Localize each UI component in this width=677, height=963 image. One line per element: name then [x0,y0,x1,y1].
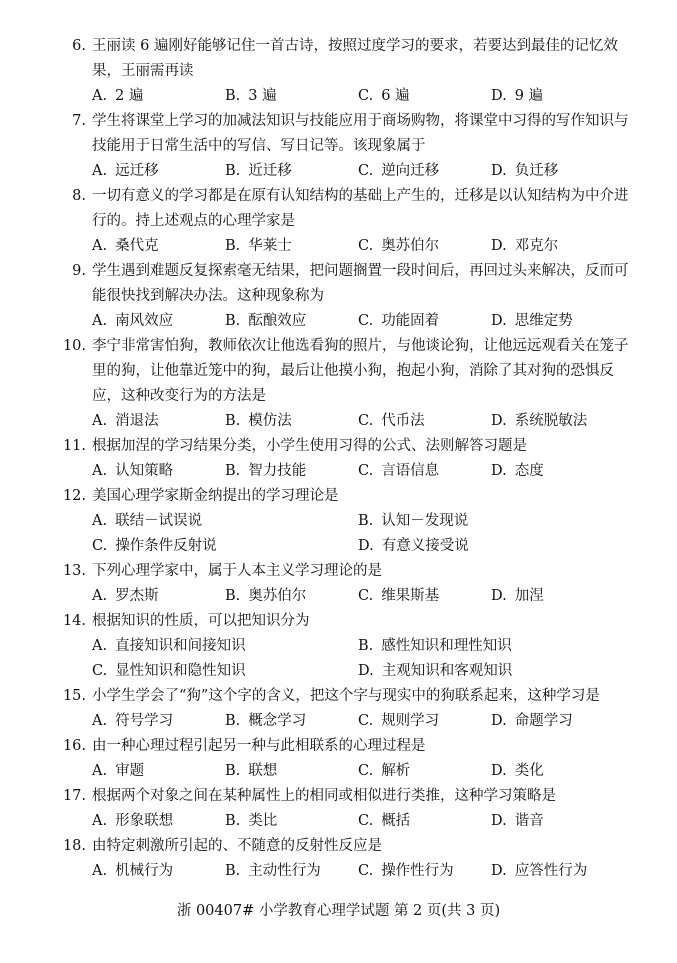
option-text: 9 遍 [514,88,544,104]
option-text: 审题 [115,763,145,779]
answer-option [358,309,491,334]
question-stem [60,559,630,584]
option-text: 感性知识和理性知识 [381,638,512,654]
question-number: 15. [62,688,86,704]
question-stem [60,609,630,634]
answer-option [92,534,358,559]
option-list [60,634,630,684]
option-text: 酝酿效应 [248,313,307,329]
option-list [60,309,630,334]
answer-option [92,309,225,334]
question-number: 9. [72,263,86,279]
answer-option [358,159,491,184]
option-text: 消退法 [115,413,159,429]
answer-option [225,709,358,734]
option-list [60,159,630,184]
question-number: 13. [62,563,86,579]
answer-option [92,409,225,434]
answer-option [92,809,225,834]
option-text: 奥苏伯尔 [381,238,440,254]
question-item [60,609,630,684]
option-text: 罗杰斯 [115,588,159,604]
question-text: 根据加涅的学习结果分类，小学生使用习得的公式、法则解答习题是 [92,438,527,454]
question-item [60,34,630,109]
option-text: 近迁移 [248,163,292,179]
option-letter: B. [225,413,241,429]
answer-option [358,534,624,559]
option-letter: B. [358,513,374,529]
question-stem [60,834,630,859]
option-list [60,459,630,484]
answer-option [225,409,358,434]
option-letter: D. [358,663,374,679]
option-letter: C. [358,463,374,479]
option-text: 规则学习 [381,713,440,729]
option-text: 远迁移 [115,163,159,179]
question-stem [60,684,630,709]
answer-option [225,159,358,184]
option-text: 系统脱敏法 [514,413,588,429]
option-letter: C. [358,763,374,779]
question-text: 由一种心理过程引起另一种与此相联系的心理过程是 [92,738,426,754]
answer-option [491,159,624,184]
question-number: 8. [72,188,86,204]
question-text: 根据知识的性质，可以把知识分为 [92,613,310,629]
option-letter: C. [358,813,374,829]
question-number: 6. [72,38,86,54]
option-letter: A. [92,638,108,654]
option-letter: D. [491,713,507,729]
option-letter: A. [92,413,108,429]
answer-option [92,659,358,684]
option-letter: D. [358,538,374,554]
option-letter: A. [92,463,108,479]
answer-option [92,459,225,484]
answer-option [225,759,358,784]
answer-option [491,809,624,834]
answer-option [491,709,624,734]
question-item [60,484,630,559]
option-letter: D. [491,763,507,779]
answer-option [491,409,624,434]
answer-option [92,84,225,109]
answer-option [358,709,491,734]
option-text: 认知－发现说 [381,513,469,529]
answer-option [225,309,358,334]
option-text: 形象联想 [115,813,174,829]
question-item [60,434,630,484]
page-footer: 浙 00407# 小学教育心理学试题 第 2 页(共 3 页) [176,903,501,919]
option-letter: C. [358,163,374,179]
question-number: 10. [62,338,86,354]
option-letter: B. [225,88,241,104]
option-list [60,759,630,784]
answer-option [491,459,624,484]
option-letter: D. [491,463,507,479]
question-text: 一切有意义的学习都是在原有认知结构的基础上产生的，迁移是以认知结构为中介进行的。持上述观点的心理学家是 [92,188,629,229]
option-letter: C. [358,713,374,729]
answer-option [225,84,358,109]
question-number: 18. [62,838,86,854]
answer-option [491,309,624,334]
option-letter: B. [225,763,241,779]
option-letter: B. [225,163,241,179]
answer-option [92,759,225,784]
option-letter: A. [92,163,108,179]
question-stem [60,34,630,84]
option-letter: D. [491,88,507,104]
answer-option [358,234,491,259]
option-text: 负迁移 [514,163,559,179]
option-list [60,409,630,434]
question-number: 17. [62,788,86,804]
question-item [60,834,630,884]
question-text: 王丽读 6 遍刚好能够记住一首古诗，按照过度学习的要求，若要达到最佳的记忆效果，王丽需再读 [92,38,618,79]
option-text: 机械行为 [115,863,174,879]
question-item [60,109,630,184]
answer-option [358,759,491,784]
answer-option [491,859,624,884]
answer-option [225,459,358,484]
question-text: 由特定刺激所引起的、不随意的反射性反应是 [92,838,382,854]
option-letter: A. [92,763,108,779]
answer-option [92,234,225,259]
answer-option [358,459,491,484]
question-number: 7. [72,113,86,129]
option-letter: C. [358,863,374,879]
question-item [60,334,630,434]
option-text: 华莱士 [248,238,292,254]
option-text: 显性知识和隐性知识 [115,663,246,679]
answer-option [491,584,624,609]
answer-option [225,809,358,834]
option-text: 概括 [381,813,411,829]
option-letter: B. [225,463,241,479]
question-stem [60,259,630,309]
option-letter: D. [491,163,507,179]
option-text: 言语信息 [381,463,440,479]
answer-option [491,84,624,109]
option-text: 谐音 [514,813,544,829]
answer-option [358,809,491,834]
option-text: 南风效应 [115,313,174,329]
question-list [60,34,630,884]
option-text: 加涅 [514,588,544,604]
question-stem [60,184,630,234]
option-letter: A. [92,513,108,529]
question-text: 李宁非常害怕狗，教师依次让他选看狗的照片，与他谈论狗，让他远远观看关在笼子里的狗，让他靠近笼中的狗，最后让他摸小狗，抱起小狗，消除了其对狗的恐惧反应，这种改变行为的方法是 [92,338,629,404]
option-text: 联结－试误说 [115,513,203,529]
question-number: 16. [62,738,86,754]
option-letter: C. [92,663,108,679]
option-text: 类比 [248,813,278,829]
option-list [60,234,630,259]
option-letter: B. [225,588,241,604]
option-text: 功能固着 [381,313,440,329]
option-text: 维果斯基 [381,588,440,604]
answer-option [225,584,358,609]
option-text: 逆向迁移 [381,163,440,179]
answer-option [358,509,624,534]
option-list [60,84,630,109]
option-letter: A. [92,238,108,254]
option-text: 解析 [381,763,411,779]
question-item [60,259,630,334]
option-letter: A. [92,588,108,604]
question-text: 根据两个对象之间在某种属性上的相同或相似进行类推，这种学习策略是 [92,788,556,804]
option-letter: B. [225,813,241,829]
option-list [60,859,630,884]
answer-option [358,409,491,434]
question-stem [60,334,630,409]
option-text: 思维定势 [514,313,573,329]
option-text: 代币法 [381,413,425,429]
option-list [60,709,630,734]
answer-option [491,234,624,259]
answer-option [358,634,624,659]
option-text: 智力技能 [248,463,307,479]
answer-option [358,859,491,884]
option-list [60,809,630,834]
question-stem [60,484,630,509]
option-list [60,584,630,609]
option-text: 态度 [514,463,544,479]
question-item [60,734,630,784]
option-letter: A. [92,313,108,329]
option-text: 6 遍 [381,88,410,104]
option-text: 直接知识和间接知识 [115,638,246,654]
option-letter: A. [92,713,108,729]
option-text: 联想 [248,763,278,779]
option-text: 类化 [514,763,544,779]
question-text: 学生将课堂上学习的加减法知识与技能应用于商场购物，将课堂中习得的写作知识与技能用于日常生活中的写信、写日记等。该现象属于 [92,113,629,154]
option-text: 操作性行为 [381,863,454,879]
option-letter: C. [358,238,374,254]
option-text: 主动性行为 [248,863,321,879]
option-letter: D. [491,413,507,429]
option-letter: D. [491,588,507,604]
option-letter: A. [92,813,108,829]
option-text: 概念学习 [248,713,307,729]
option-letter: D. [491,313,507,329]
option-text: 2 遍 [115,88,144,104]
option-letter: C. [92,538,108,554]
question-stem [60,784,630,809]
question-text: 小学生学会了“狗”这个字的含义，把这个字与现实中的狗联系起来，这种学习是 [92,688,600,704]
answer-option [92,159,225,184]
option-letter: C. [358,313,374,329]
question-item [60,784,630,834]
answer-option [225,859,358,884]
question-number: 12. [62,488,86,504]
question-text: 学生遇到难题反复探索毫无结果，把问题搁置一段时间后，再回过头来解决，反而可能很快找到解决办法。这种现象称为 [92,263,629,304]
option-letter: C. [358,88,374,104]
option-text: 符号学习 [115,713,174,729]
answer-option [358,584,491,609]
option-letter: D. [491,238,507,254]
option-letter: D. [491,813,507,829]
answer-option [92,859,225,884]
question-text: 美国心理学家斯金纳提出的学习理论是 [92,488,339,504]
option-text: 模仿法 [248,413,292,429]
answer-option [92,634,358,659]
question-text: 下列心理学家中，属于人本主义学习理论的是 [92,563,382,579]
answer-option [358,84,491,109]
option-text: 操作条件反射说 [115,538,217,554]
question-stem [60,734,630,759]
option-letter: C. [358,588,374,604]
answer-option [92,509,358,534]
option-letter: D. [491,863,507,879]
option-letter: B. [225,863,241,879]
option-text: 认知策略 [115,463,174,479]
option-letter: A. [92,863,108,879]
answer-option [92,584,225,609]
option-text: 应答性行为 [514,863,588,879]
question-stem [60,434,630,459]
question-number: 14. [62,613,86,629]
option-list [60,509,630,559]
option-letter: B. [358,638,374,654]
option-text: 3 遍 [248,88,277,104]
option-text: 桑代克 [115,238,159,254]
option-text: 主观知识和客观知识 [381,663,513,679]
question-item [60,559,630,609]
answer-option [491,759,624,784]
option-letter: C. [358,413,374,429]
option-letter: B. [225,238,241,254]
question-number: 11. [62,438,86,454]
option-text: 有意义接受说 [381,538,469,554]
question-item [60,684,630,734]
option-text: 邓克尔 [514,238,559,254]
option-letter: B. [225,313,241,329]
answer-option [225,234,358,259]
option-letter: B. [225,713,241,729]
option-letter: A. [92,88,108,104]
option-text: 奥苏伯尔 [248,588,307,604]
question-stem [60,109,630,159]
option-text: 命题学习 [514,713,573,729]
answer-option [358,659,624,684]
question-item [60,184,630,259]
answer-option [92,709,225,734]
